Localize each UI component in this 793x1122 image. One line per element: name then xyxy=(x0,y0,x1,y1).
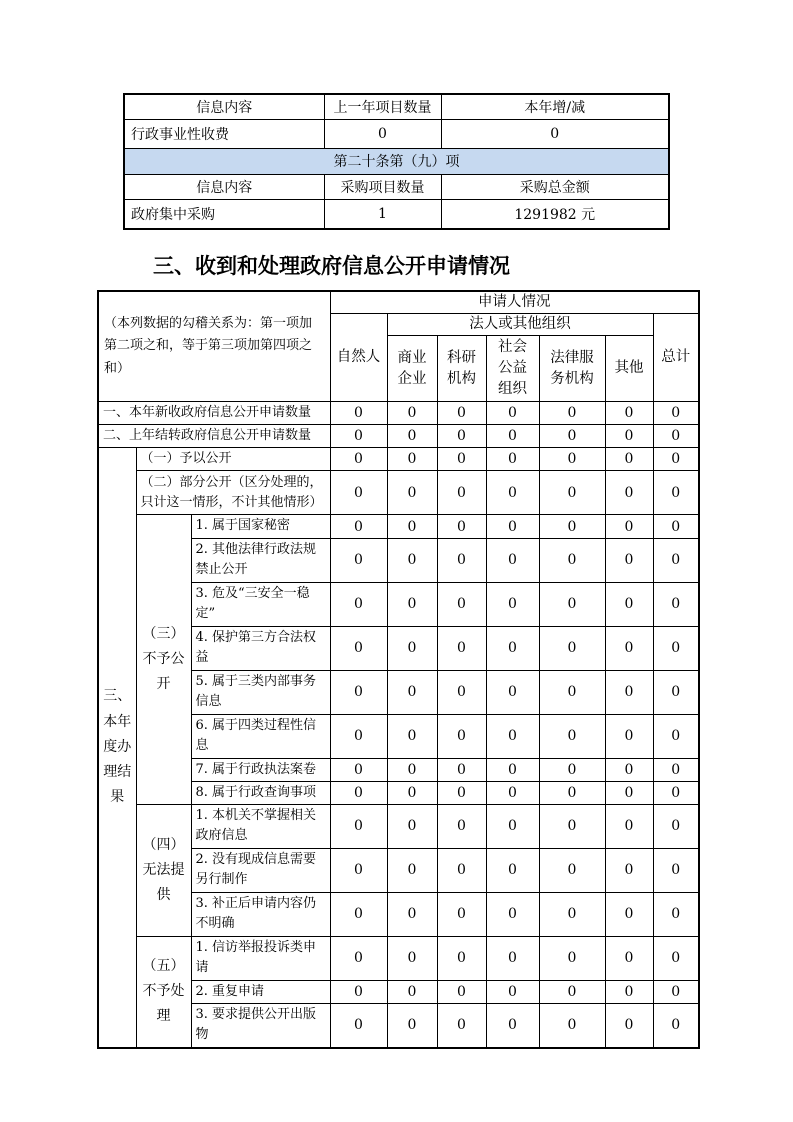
header-cell: 本年增/减 xyxy=(441,94,669,119)
clause-banner: 第二十条第（九）项 xyxy=(124,148,669,174)
count-cell: 0 xyxy=(330,626,387,670)
count-cell: 0 xyxy=(437,515,486,538)
count-cell: 0 xyxy=(539,515,605,538)
count-cell: 0 xyxy=(387,471,437,515)
count-cell: 0 xyxy=(605,670,653,714)
count-cell: 0 xyxy=(437,402,486,425)
count-cell: 0 xyxy=(486,1004,539,1048)
count-cell: 0 xyxy=(605,980,653,1003)
count-cell: 0 xyxy=(539,670,605,714)
count-cell: 0 xyxy=(653,781,699,804)
row-label: 行政事业性收费 xyxy=(124,119,324,148)
count-cell: 0 xyxy=(387,804,437,848)
clause-banner-row xyxy=(124,148,669,174)
count-cell: 0 xyxy=(653,582,699,626)
count-cell: 0 xyxy=(486,714,539,758)
count-cell: 0 xyxy=(539,980,605,1003)
count-cell: 0 xyxy=(437,582,486,626)
row-label: 2. 重复申请 xyxy=(191,980,330,1003)
table-header-row xyxy=(98,291,699,314)
count-cell: 0 xyxy=(486,892,539,936)
amount-cell: 1291982 元 xyxy=(441,199,669,229)
header-cell: 商业企业 xyxy=(387,336,437,402)
count-cell: 0 xyxy=(330,980,387,1003)
count-cell: 0 xyxy=(437,471,486,515)
count-cell: 0 xyxy=(330,670,387,714)
count-cell: 0 xyxy=(486,448,539,471)
count-cell: 0 xyxy=(387,515,437,538)
count-cell: 0 xyxy=(605,448,653,471)
count-cell: 0 xyxy=(387,626,437,670)
count-cell: 0 xyxy=(653,515,699,538)
count-cell: 0 xyxy=(539,425,605,448)
header-cell: 采购项目数量 xyxy=(324,174,441,199)
table-row xyxy=(124,119,669,148)
count-cell: 0 xyxy=(437,892,486,936)
count-cell: 0 xyxy=(486,582,539,626)
count-cell: 0 xyxy=(539,582,605,626)
count-cell: 0 xyxy=(387,758,437,781)
row-label: 7. 属于行政执法案卷 xyxy=(191,758,330,781)
count-cell: 0 xyxy=(605,936,653,980)
header-cell: 信息内容 xyxy=(124,94,324,119)
count-cell: 0 xyxy=(605,515,653,538)
count-cell: 0 xyxy=(605,758,653,781)
count-cell: 0 xyxy=(486,758,539,781)
count-cell: 0 xyxy=(387,425,437,448)
count-cell: 0 xyxy=(653,714,699,758)
header-total: 总计 xyxy=(653,314,699,402)
count-cell: 0 xyxy=(539,892,605,936)
count-cell: 0 xyxy=(539,804,605,848)
count-cell: 0 xyxy=(539,758,605,781)
count-cell: 0 xyxy=(653,1004,699,1048)
count-cell: 0 xyxy=(387,1004,437,1048)
row-label: （一）予以公开 xyxy=(136,448,330,471)
header-cell: 信息内容 xyxy=(124,174,324,199)
group-label-annual-results: 三、本年度办理结果 xyxy=(98,448,136,1048)
row-label: 1. 属于国家秘密 xyxy=(191,515,330,538)
count-cell: 0 xyxy=(437,781,486,804)
count-cell: 0 xyxy=(653,471,699,515)
count-cell: 0 xyxy=(539,448,605,471)
count-cell: 0 xyxy=(539,1004,605,1048)
count-cell: 0 xyxy=(605,714,653,758)
count-cell: 0 xyxy=(486,626,539,670)
reconciliation-note: （本列数据的勾稽关系为：第一项加第二项之和，等于第三项加第四项之和） xyxy=(98,291,330,402)
count-cell: 0 xyxy=(486,425,539,448)
count-cell: 0 xyxy=(486,670,539,714)
count-cell: 0 xyxy=(330,804,387,848)
count-cell: 0 xyxy=(437,980,486,1003)
count-cell: 0 xyxy=(605,848,653,892)
count-cell: 0 xyxy=(605,626,653,670)
count-cell: 0 xyxy=(387,781,437,804)
count-cell: 0 xyxy=(437,1004,486,1048)
header-cell: 采购总金额 xyxy=(441,174,669,199)
count-cell: 0 xyxy=(437,714,486,758)
count-cell: 0 xyxy=(653,425,699,448)
count-cell: 0 xyxy=(486,781,539,804)
count-cell: 0 xyxy=(653,626,699,670)
count-cell: 0 xyxy=(330,402,387,425)
row-label: 2. 没有现成信息需要另行制作 xyxy=(191,848,330,892)
table-row xyxy=(98,936,699,980)
count-cell: 0 xyxy=(330,515,387,538)
count-cell: 0 xyxy=(330,1004,387,1048)
count-cell: 0 xyxy=(605,471,653,515)
count-cell: 0 xyxy=(486,804,539,848)
count-cell: 0 xyxy=(330,448,387,471)
count-cell: 0 xyxy=(437,538,486,582)
table-row xyxy=(98,425,699,448)
section-title: 三、收到和处理政府信息公开申请情况 xyxy=(153,255,510,278)
row-label: 4. 保护第三方合法权益 xyxy=(191,626,330,670)
count-cell: 0 xyxy=(330,758,387,781)
table-row xyxy=(124,199,669,229)
count-cell: 0 xyxy=(539,714,605,758)
count-cell: 0 xyxy=(387,670,437,714)
count-cell: 0 xyxy=(653,892,699,936)
count-cell: 0 xyxy=(539,848,605,892)
group-label-not-processed: （五）不予处理 xyxy=(136,936,191,1047)
header-cell: 科研机构 xyxy=(437,336,486,402)
count-cell: 0 xyxy=(387,848,437,892)
count-cell: 0 xyxy=(330,848,387,892)
count-cell: 0 xyxy=(653,670,699,714)
header-cell: 法律服务机构 xyxy=(539,336,605,402)
count-cell: 0 xyxy=(437,626,486,670)
count-cell: 0 xyxy=(387,582,437,626)
count-cell: 0 xyxy=(330,538,387,582)
count-cell: 0 xyxy=(486,471,539,515)
count-cell: 0 xyxy=(330,714,387,758)
row-label: 3. 危及“三安全一稳定” xyxy=(191,582,330,626)
row-label: 5. 属于三类内部事务信息 xyxy=(191,670,330,714)
count-cell: 0 xyxy=(539,402,605,425)
count-cell: 0 xyxy=(486,936,539,980)
count-cell: 0 xyxy=(605,781,653,804)
count-cell: 0 xyxy=(330,471,387,515)
count-cell: 0 xyxy=(437,670,486,714)
row-label: 1. 本机关不掌握相关政府信息 xyxy=(191,804,330,848)
header-cell: 其他 xyxy=(605,336,653,402)
count-cell: 0 xyxy=(605,804,653,848)
count-cell: 0 xyxy=(437,804,486,848)
count-cell: 0 xyxy=(330,781,387,804)
group-label-not-disclosed: （三）不予公开 xyxy=(136,515,191,804)
table-row xyxy=(98,804,699,848)
count-cell: 0 xyxy=(437,848,486,892)
row-label: 3. 要求提供公开出版物 xyxy=(191,1004,330,1048)
row-label: 政府集中采购 xyxy=(124,199,324,229)
count-cell: 0 xyxy=(387,980,437,1003)
table-row xyxy=(98,515,699,538)
row-label: 3. 补正后申请内容仍不明确 xyxy=(191,892,330,936)
applications-table xyxy=(97,290,700,1049)
count-cell: 0 xyxy=(330,892,387,936)
count-cell: 0 xyxy=(653,402,699,425)
row-label: （二）部分公开（区分处理的，只计这一情形，不计其他情形） xyxy=(136,471,330,515)
table-row xyxy=(98,471,699,515)
count-cell: 0 xyxy=(539,471,605,515)
count-cell: 0 xyxy=(486,538,539,582)
count-cell: 0 xyxy=(324,119,441,148)
table-header-row xyxy=(124,174,669,199)
row-label: 6. 属于四类过程性信息 xyxy=(191,714,330,758)
header-applicant-status: 申请人情况 xyxy=(330,291,699,314)
count-cell: 0 xyxy=(653,936,699,980)
count-cell: 0 xyxy=(486,402,539,425)
count-cell: 0 xyxy=(539,538,605,582)
count-cell: 0 xyxy=(441,119,669,148)
count-cell: 0 xyxy=(653,448,699,471)
count-cell: 0 xyxy=(486,848,539,892)
row-label: 二、上年结转政府信息公开申请数量 xyxy=(98,425,330,448)
count-cell: 0 xyxy=(437,936,486,980)
count-cell: 0 xyxy=(387,538,437,582)
count-cell: 0 xyxy=(653,980,699,1003)
count-cell: 0 xyxy=(486,980,539,1003)
group-label-unable-to-provide: （四）无法提供 xyxy=(136,804,191,936)
count-cell: 0 xyxy=(539,626,605,670)
count-cell: 0 xyxy=(387,936,437,980)
count-cell: 0 xyxy=(605,892,653,936)
count-cell: 1 xyxy=(324,199,441,229)
table-row xyxy=(98,448,699,471)
header-cell: 上一年项目数量 xyxy=(324,94,441,119)
count-cell: 0 xyxy=(387,892,437,936)
count-cell: 0 xyxy=(387,402,437,425)
header-cell: 社会公益组织 xyxy=(486,336,539,402)
count-cell: 0 xyxy=(605,402,653,425)
header-legal-org: 法人或其他组织 xyxy=(387,314,653,336)
count-cell: 0 xyxy=(330,425,387,448)
count-cell: 0 xyxy=(605,425,653,448)
count-cell: 0 xyxy=(330,936,387,980)
count-cell: 0 xyxy=(437,448,486,471)
fees-procurement-table xyxy=(123,93,670,230)
row-label: 8. 属于行政查询事项 xyxy=(191,781,330,804)
header-natural-person: 自然人 xyxy=(330,314,387,402)
count-cell: 0 xyxy=(605,538,653,582)
count-cell: 0 xyxy=(653,758,699,781)
count-cell: 0 xyxy=(330,582,387,626)
count-cell: 0 xyxy=(539,781,605,804)
count-cell: 0 xyxy=(653,848,699,892)
table-header-row xyxy=(124,94,669,119)
count-cell: 0 xyxy=(539,936,605,980)
count-cell: 0 xyxy=(605,1004,653,1048)
count-cell: 0 xyxy=(653,804,699,848)
row-label: 1. 信访举报投诉类申请 xyxy=(191,936,330,980)
table-row xyxy=(98,402,699,425)
count-cell: 0 xyxy=(605,582,653,626)
count-cell: 0 xyxy=(653,538,699,582)
count-cell: 0 xyxy=(387,448,437,471)
row-label: 2. 其他法律行政法规禁止公开 xyxy=(191,538,330,582)
count-cell: 0 xyxy=(437,758,486,781)
count-cell: 0 xyxy=(486,515,539,538)
count-cell: 0 xyxy=(437,425,486,448)
count-cell: 0 xyxy=(387,714,437,758)
row-label: 一、本年新收政府信息公开申请数量 xyxy=(98,402,330,425)
